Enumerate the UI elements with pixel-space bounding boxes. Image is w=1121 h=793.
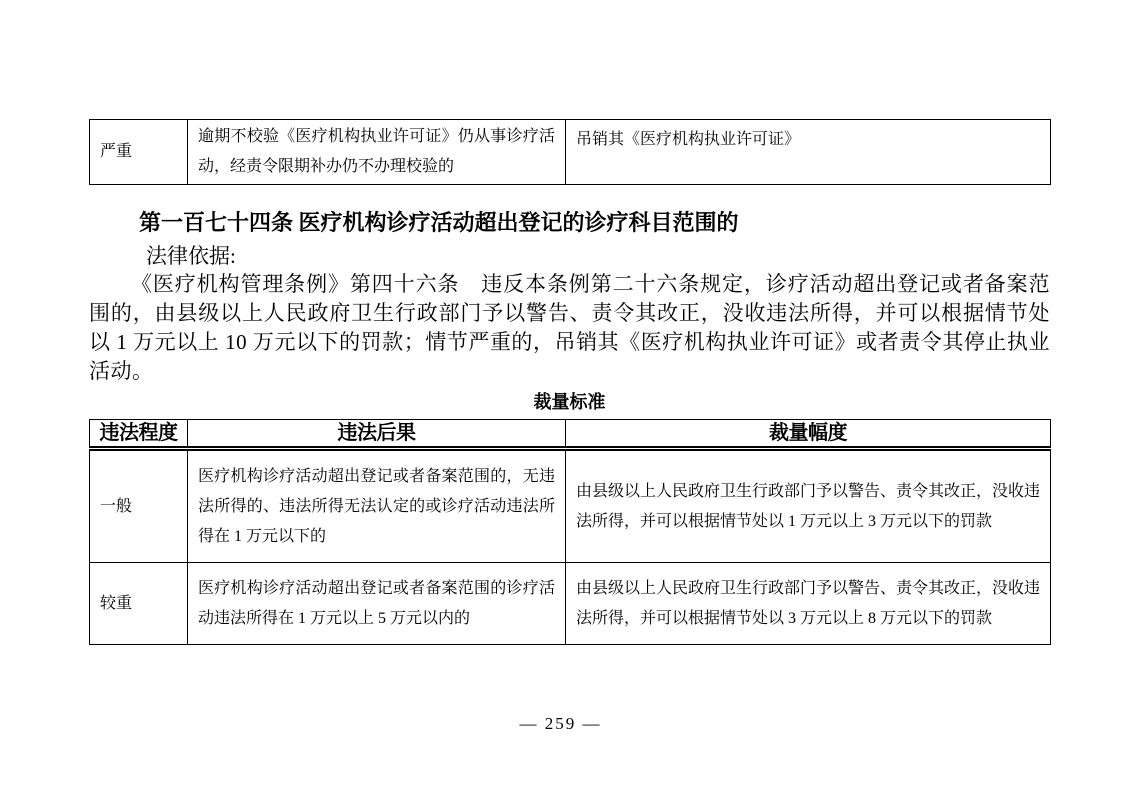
page-number: — 259 — (519, 714, 602, 733)
penalty-table-continuation (89, 119, 1051, 185)
legal-basis-label: 法律依据: (146, 244, 236, 268)
col-header-violation-degree: 违法程度 (90, 420, 188, 449)
article-heading: 第一百七十四条 医疗机构诊疗活动超出登记的诊疗科目范围的 (139, 210, 739, 235)
violation-consequence-cell: 医疗机构诊疗活动超出登记或者备案范围的诊疗活动违法所得在 1 万元以上 5 万元以内的 (188, 563, 566, 645)
severity-degree-cell: 一般 (90, 449, 188, 563)
table-header-row (90, 420, 1051, 449)
discretion-range-cell: 吊销其《医疗机构执业许可证》 (566, 120, 1051, 185)
table-row (90, 563, 1051, 645)
violation-consequence-cell: 逾期不校验《医疗机构执业许可证》仍从事诊疗活动，经责令限期补办仍不办理校验的 (188, 120, 566, 185)
discretion-standards-table (89, 419, 1051, 645)
col-header-violation-consequence: 违法后果 (188, 420, 566, 449)
standards-table-title: 裁量标准 (533, 392, 606, 412)
legal-basis-paragraph: 《医疗机构管理条例》第四十六条 违反本条例第二十六条规定，诊疗活动超出登记或者备案范围的，由县级以上人民政府卫生行政部门予以警告、责令其改正，没收违法所得，并可以根据情节处以 1 万元以上 10 万元以下的罚款；情节严重的，吊销其《医疗机构执业许可证》或者责令其停止执业活动。 (89, 272, 1050, 383)
col-header-discretion-range: 裁量幅度 (566, 420, 1051, 449)
table-row (90, 120, 1051, 185)
severity-degree-cell: 严重 (90, 120, 188, 185)
severity-degree-cell: 较重 (90, 563, 188, 645)
violation-consequence-cell: 医疗机构诊疗活动超出登记或者备案范围的，无违法所得的、违法所得无法认定的或诊疗活动违法所得在 1 万元以下的 (188, 449, 566, 563)
discretion-range-cell: 由县级以上人民政府卫生行政部门予以警告、责令其改正，没收违法所得，并可以根据情节处以 3 万元以上 8 万元以下的罚款 (566, 563, 1051, 645)
table-row (90, 449, 1051, 563)
discretion-range-cell: 由县级以上人民政府卫生行政部门予以警告、责令其改正，没收违法所得，并可以根据情节处以 1 万元以上 3 万元以下的罚款 (566, 449, 1051, 563)
